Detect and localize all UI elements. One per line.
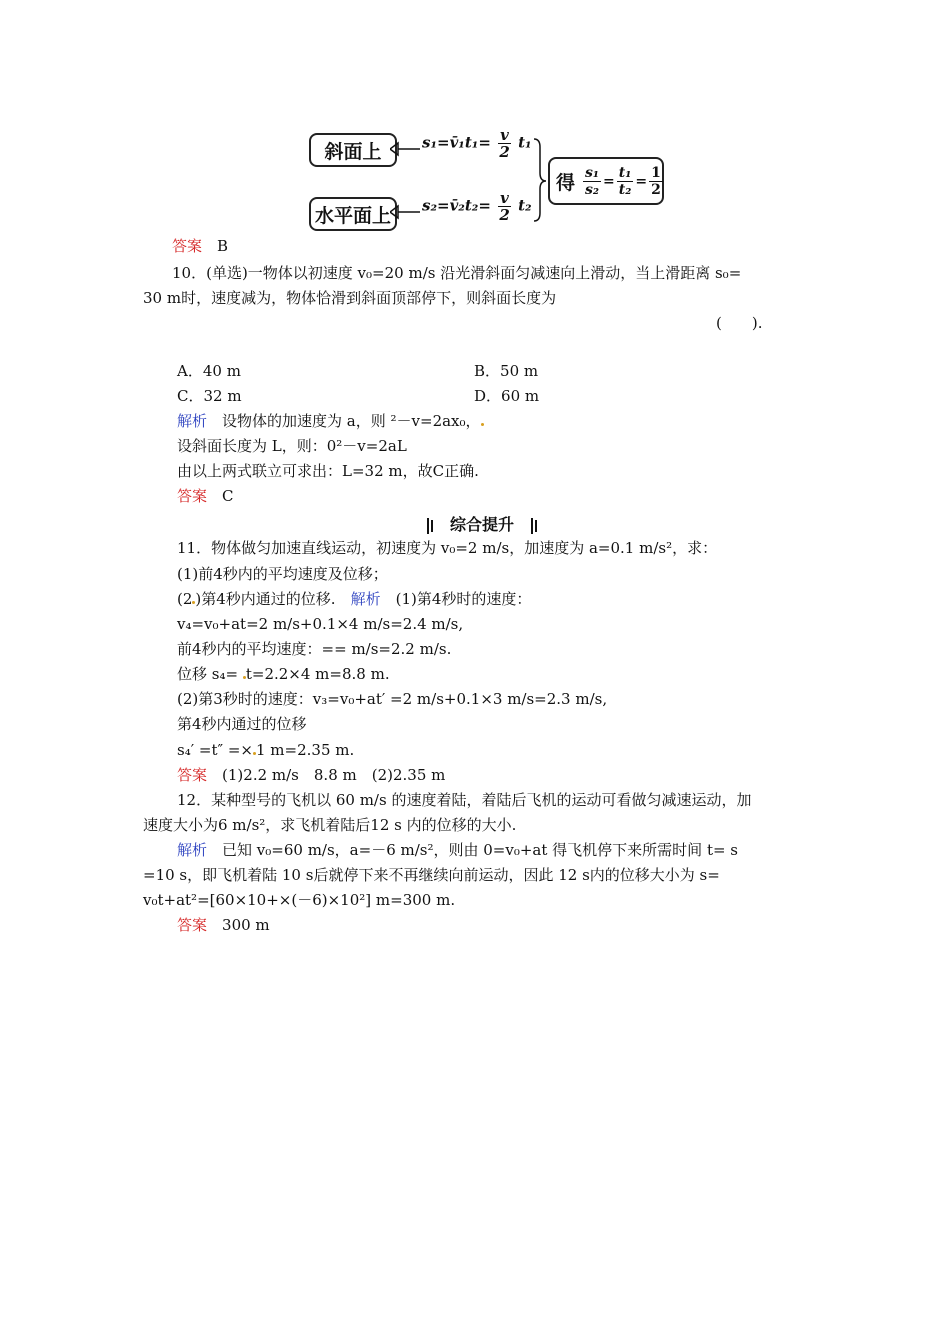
solution-11-line-5: 第4秒内通过的位移 (177, 715, 307, 733)
solution-11-line-2: 前4秒内的平均速度：== m/s=2.2 m/s. (177, 640, 452, 658)
question-10-line-1: 10．(单选)一物体以初速度 v₀=20 m/s 沿光滑斜面匀减速向上滑动，当上滑距离 s₀= (172, 264, 742, 282)
solution-11-line-3: 位移 s₄= t=2.2×4 m=8.8 m. (177, 665, 390, 683)
section-heading: 综合提升 (426, 512, 538, 535)
solution-11-line-6: s₄′ =t″ =× 1 m=2.35 m. (177, 741, 355, 759)
answer-10: 答案 C (177, 487, 234, 505)
solution-12-line-1: 解析 已知 v₀=60 m/s，a=－6 m/s²，则由 0=v₀+at 得飞机停下来所需时间 t= s (177, 841, 739, 859)
eq-slope: s₁=v̄₁t₁= $\frac{v}{2}$ t₁ (422, 126, 532, 161)
answer-label: 答案 (172, 237, 203, 255)
option-a: A．40 m (177, 362, 241, 380)
option-d: D．60 m (474, 387, 540, 405)
box-flat: 水平面上 (309, 197, 397, 231)
question-12-line-2: 速度大小为6 m/s²，求飞机着陆后12 s 内的位移的大小. (143, 816, 517, 834)
eq-flat: s₂=v̄₂t₂= $\frac{v}{2}$ t₂ (422, 189, 532, 224)
answer-11: 答案 (1)2.2 m/s 8.8 m (2)2.35 m (177, 766, 446, 784)
mark-dot (481, 423, 484, 426)
question-11-line-2: (1)前4秒内的平均速度及位移； (177, 565, 388, 583)
option-b: B．50 m (474, 362, 539, 380)
box-slope: 斜面上 (309, 133, 397, 167)
question-11-line-3: (2 )第4秒内通过的位移. 解析 (1)第4秒时的速度： (177, 590, 532, 608)
option-c: C．32 m (177, 387, 242, 405)
solution-label: 解析 (177, 412, 208, 430)
solution-12-line-2: =10 s，即飞机着陆 10 s后就停下来不再继续向前运动，因此 12 s内的位移大小为 s= (143, 866, 720, 884)
question-10-paren: ( ). (716, 314, 763, 332)
question-10-line-2: 30 m时，速度减为，物体恰滑到斜面顶部停下，则斜面长度为 (143, 289, 557, 307)
box-result: 得 $\frac{\text{s₁}}{\text{s₂}}$ = $\frac{\text{t₁}}{\text{t₂}}$ = $\frac{1}{2}$ (548, 157, 664, 205)
answer-12: 答案 300 m (177, 916, 270, 934)
question-11-line-1: 11．物体做匀加速直线运动，初速度为 v₀=2 m/s，加速度为 a=0.1 m/s²，求： (177, 539, 718, 557)
solution-11-line-4: (2)第3秒时的速度：v₃=v₀+at′ =2 m/s+0.1×3 m/s=2.3 m/s, (177, 690, 608, 708)
answer-9: 答案 B (172, 237, 229, 255)
solution-10-line-1: 解析 设物体的加速度为 a，则 ²－v=2ax₀， (177, 411, 484, 431)
question-12-line-1: 12．某种型号的飞机以 60 m/s 的速度着陆，着陆后飞机的运动可看做匀减速运动，加 (177, 791, 752, 809)
solution-10-line-2: 设斜面长度为 L，则：0²－v=2aL (177, 437, 407, 455)
solution-10-line-3: 由以上两式联立可求出：L=32 m，故C正确. (177, 462, 479, 480)
solution-11-line-1: v₄=v₀+at=2 m/s+0.1×4 m/s=2.4 m/s, (177, 615, 464, 633)
solution-12-line-3: v₀t+at²=[60×10+×(－6)×10²] m=300 m. (143, 891, 456, 909)
